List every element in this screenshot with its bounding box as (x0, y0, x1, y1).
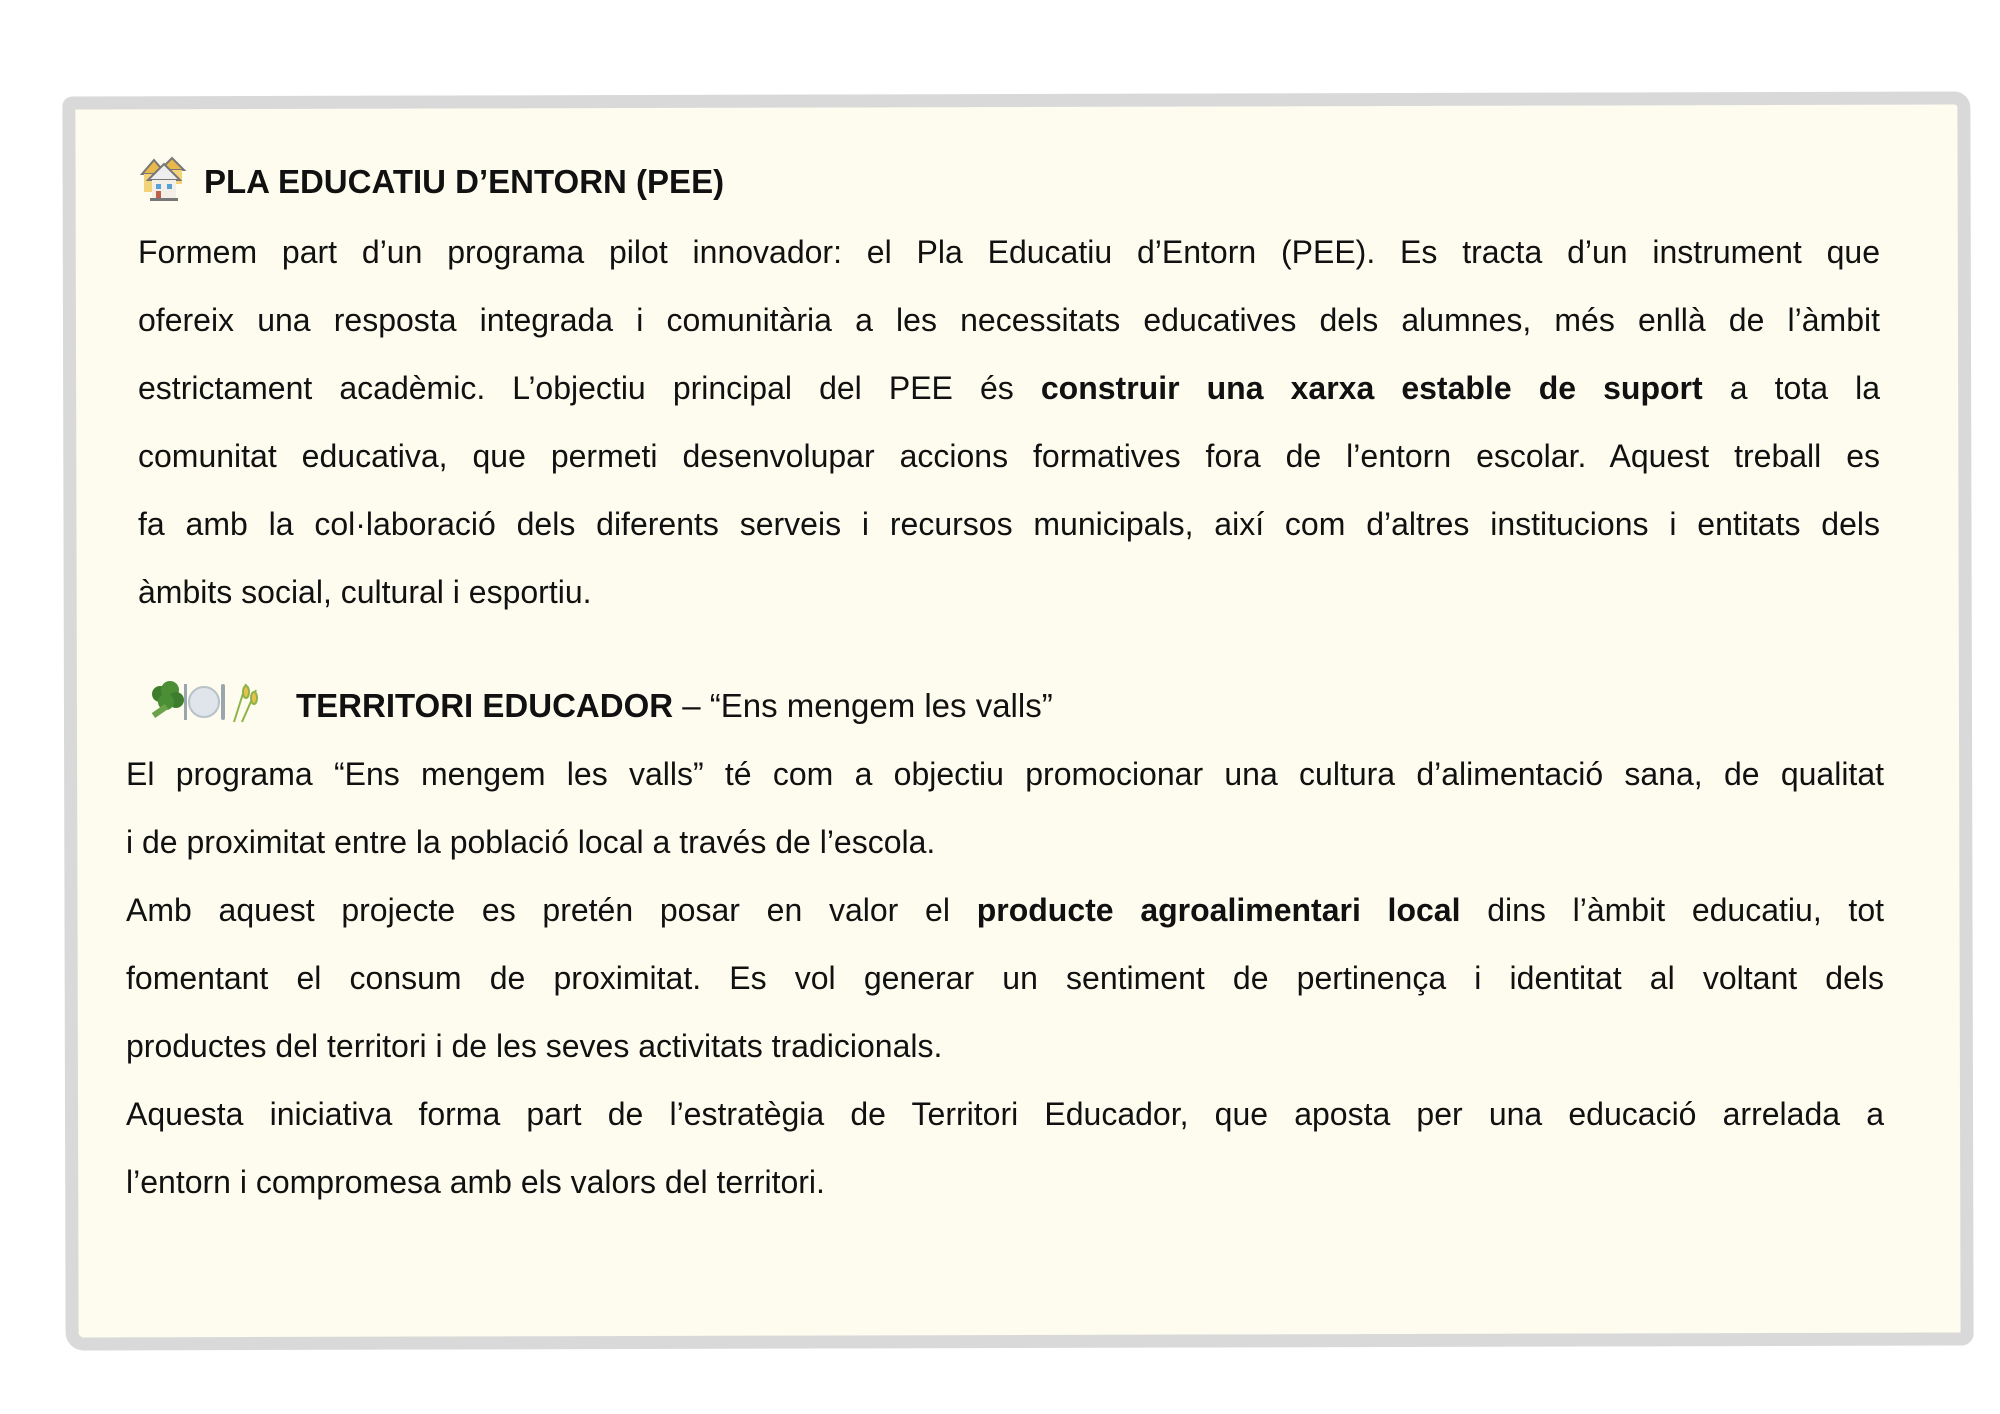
text: comunitat educativa, que permeti desenvolupar accions formatives fora de l’entorn escolar. Aquest treball es (138, 438, 1880, 474)
paragraph-line (126, 1012, 1884, 1080)
territori-title-rest: – “Ens mengem les valls” (673, 687, 1053, 724)
plate-cutlery-icon (184, 684, 225, 720)
paragraph-line (138, 286, 1880, 354)
text: a tota la (1702, 370, 1880, 406)
text: dins l’àmbit educatiu, tot (1460, 892, 1884, 928)
houses-icon (138, 154, 190, 210)
wheat-icon (234, 684, 257, 722)
paragraph-line (138, 354, 1880, 422)
paragraph-line (126, 876, 1884, 944)
text: Formem part d’un programa pilot innovador: el Pla Educatiu d’Entorn (PEE). Es tracta d’un instrument que (138, 234, 1880, 270)
paragraph-line (126, 740, 1884, 808)
paragraph-line (126, 1080, 1884, 1148)
paragraph-line (138, 422, 1880, 490)
paragraph-line (138, 218, 1880, 286)
text: fa amb la col·laboració dels diferents serveis i recursos municipals, així com d’altres institucions i entitats dels (138, 506, 1880, 542)
paragraph-line (126, 808, 1884, 876)
text: àmbits social, cultural i esportiu. (138, 574, 592, 610)
broccoli-plate-wheat-icons (148, 680, 264, 732)
broccoli-icon (152, 681, 184, 718)
paragraph-line (126, 944, 1884, 1012)
paragraph-line (138, 490, 1880, 558)
pee-heading (138, 152, 1880, 212)
paragraph-line (126, 1148, 1884, 1216)
pee-title: PLA EDUCATIU D’ENTORN (PEE) (204, 163, 725, 200)
paragraph-line (138, 558, 1880, 626)
territori-section (126, 676, 1884, 1216)
text: i de proximitat entre la població local a través de l’escola. (126, 824, 936, 860)
text: fomentant el consum de proximitat. Es vol generar un sentiment de pertinença i identitat al voltant dels (126, 960, 1884, 996)
text: productes del territori i de les seves activitats tradicionals. (126, 1028, 943, 1064)
bold-text: producte agroalimentari local (976, 892, 1461, 928)
pee-section (138, 152, 1880, 626)
text: Aquesta iniciativa forma part de l’estratègia de Territori Educador, que aposta per una educació arrelada a (126, 1096, 1884, 1132)
territori-heading (126, 676, 1884, 736)
text: ofereix una resposta integrada i comunitària a les necessitats educatives dels alumnes, més enllà de l’àmbit (138, 302, 1880, 338)
text: Amb aquest projecte es pretén posar en valor el (126, 892, 977, 928)
text: estrictament acadèmic. L’objectiu principal del PEE és (138, 370, 1041, 406)
text: El programa “Ens mengem les valls” té com a objectiu promocionar una cultura d’alimentació sana, de qualitat (126, 756, 1884, 792)
bold-text: construir una xarxa estable de suport (1040, 370, 1703, 406)
territori-title-bold: TERRITORI EDUCADOR (296, 687, 674, 724)
text: l’entorn i compromesa amb els valors del territori. (126, 1164, 825, 1200)
